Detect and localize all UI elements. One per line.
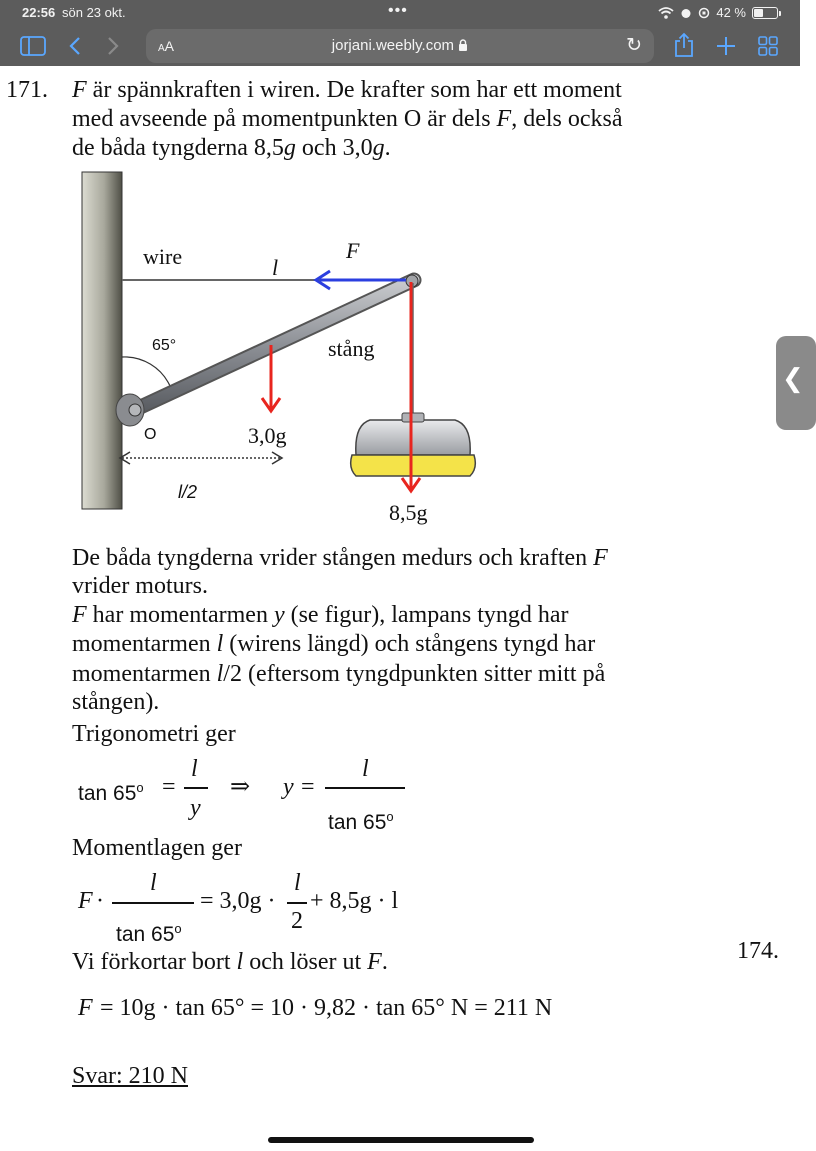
lamp bbox=[356, 420, 470, 455]
page-content: 171. F är spännkraften i wiren. De krafter som har ett moment med avseende på momentpunkten O är dels F, dels också de båda tyngderna 8,5g och 3,0g. wire l F 65° stång O 3,0g l/2 8,5g De båda tyngderna vrider stången medurs och kraften F vrider moturs. F har momentarmen y (se figur), lampans tyngd har momentarmen l (wirens längd) och stångens tyngd har momentarmen l/2 (eftersom tyngdpunkten sitter mitt på stången). Trigonometri ger tan 65$^o$ = l y ⇒ y = l tan 65$^o$ Momentlagen ger F · l $\tan 65^o$ = 3,0g · l 2 + 8,5g · l Vi förkortar bort l och löser ut F. F = 10g · tan 65° = 10 · 9,82 · tan 65° N = 211 N Svar: 210 N 174. ❮ bbox=[0, 66, 800, 1151]
status-bar bbox=[0, 0, 800, 26]
explanation-line-5: momentarmen l/2 (eftersom tyngdpunkten sitter mitt på bbox=[72, 661, 606, 687]
reload-icon[interactable]: ↻ bbox=[626, 34, 642, 56]
url-host: jorjani.weebly.com bbox=[331, 37, 455, 54]
url-text bbox=[146, 37, 654, 54]
answer: Svar: 210 N bbox=[72, 1063, 188, 1089]
explanation-line-1: De båda tyngderna vrider stången medurs och kraften F bbox=[72, 545, 608, 571]
battery-icon bbox=[752, 7, 778, 19]
simplify-line: Vi förkortar bort l och löser ut F. bbox=[72, 949, 388, 975]
status-right bbox=[658, 5, 778, 20]
eq1-den-y: y bbox=[190, 795, 201, 821]
browser-toolbar bbox=[0, 26, 800, 66]
back-icon[interactable] bbox=[68, 36, 82, 56]
explanation-line-2: vrider moturs. bbox=[72, 573, 208, 599]
next-problem-number: 174. bbox=[737, 938, 779, 964]
address-bar[interactable] bbox=[146, 29, 654, 63]
side-panel-tab[interactable] bbox=[776, 336, 816, 430]
status-date: sön 23 okt. bbox=[62, 5, 126, 20]
intro-line-1: F är spännkraften i wiren. De krafter som har ett moment bbox=[72, 77, 622, 103]
label-wire: wire bbox=[143, 244, 183, 269]
status-time: 22:56 bbox=[22, 5, 56, 20]
physics-figure bbox=[0, 66, 800, 536]
sidebar-icon[interactable] bbox=[20, 36, 46, 56]
explanation-line-4: momentarmen l (wirens längd) och stångens tyngd har bbox=[72, 631, 596, 657]
lock-icon bbox=[458, 39, 468, 51]
battery-percent: 42 % bbox=[716, 5, 746, 20]
label-lamp-weight: 8,5g bbox=[389, 500, 428, 525]
angle-arc bbox=[122, 357, 170, 386]
label-O: O bbox=[144, 426, 157, 443]
explanation-line-6: stången). bbox=[72, 689, 160, 715]
alarm-icon bbox=[680, 7, 692, 19]
label-F: F bbox=[346, 238, 360, 263]
chevron-left-icon: ❮ bbox=[782, 364, 804, 394]
intro-line-3: de båda tyngderna 8,5g och 3,0g. bbox=[72, 135, 391, 161]
problem-number: 171. bbox=[6, 77, 48, 103]
multitasking-dots-icon[interactable]: ••• bbox=[388, 2, 408, 19]
trig-heading: Trigonometri ger bbox=[72, 721, 236, 747]
label-stang: stång bbox=[328, 336, 375, 361]
implies-arrow: ⇒ bbox=[230, 774, 251, 800]
home-indicator[interactable] bbox=[268, 1137, 534, 1143]
eq1-num-l: l bbox=[191, 756, 198, 782]
wifi-icon bbox=[658, 7, 674, 19]
eq1-tan: tan 65$^o$ bbox=[78, 780, 144, 805]
wall bbox=[82, 172, 122, 509]
label-half: l/2 bbox=[178, 482, 198, 502]
share-icon[interactable] bbox=[674, 32, 694, 58]
explanation-line-3: F har momentarmen y (se figur), lampans tyngd har bbox=[72, 602, 569, 628]
new-tab-icon[interactable] bbox=[716, 36, 736, 56]
pivot-point bbox=[129, 404, 141, 416]
label-angle: 65° bbox=[152, 337, 177, 354]
reader-aa-button[interactable]: AA bbox=[158, 38, 175, 54]
tabs-overview-icon[interactable] bbox=[758, 36, 778, 56]
label-l: l bbox=[272, 255, 279, 280]
moment-heading: Momentlagen ger bbox=[72, 835, 242, 861]
orientation-lock-icon bbox=[698, 7, 710, 19]
label-rod-weight: 3,0g bbox=[248, 423, 287, 448]
forward-icon[interactable] bbox=[106, 36, 120, 56]
intro-line-2: med avseende på momentpunkten O är dels F, dels också bbox=[72, 106, 623, 132]
